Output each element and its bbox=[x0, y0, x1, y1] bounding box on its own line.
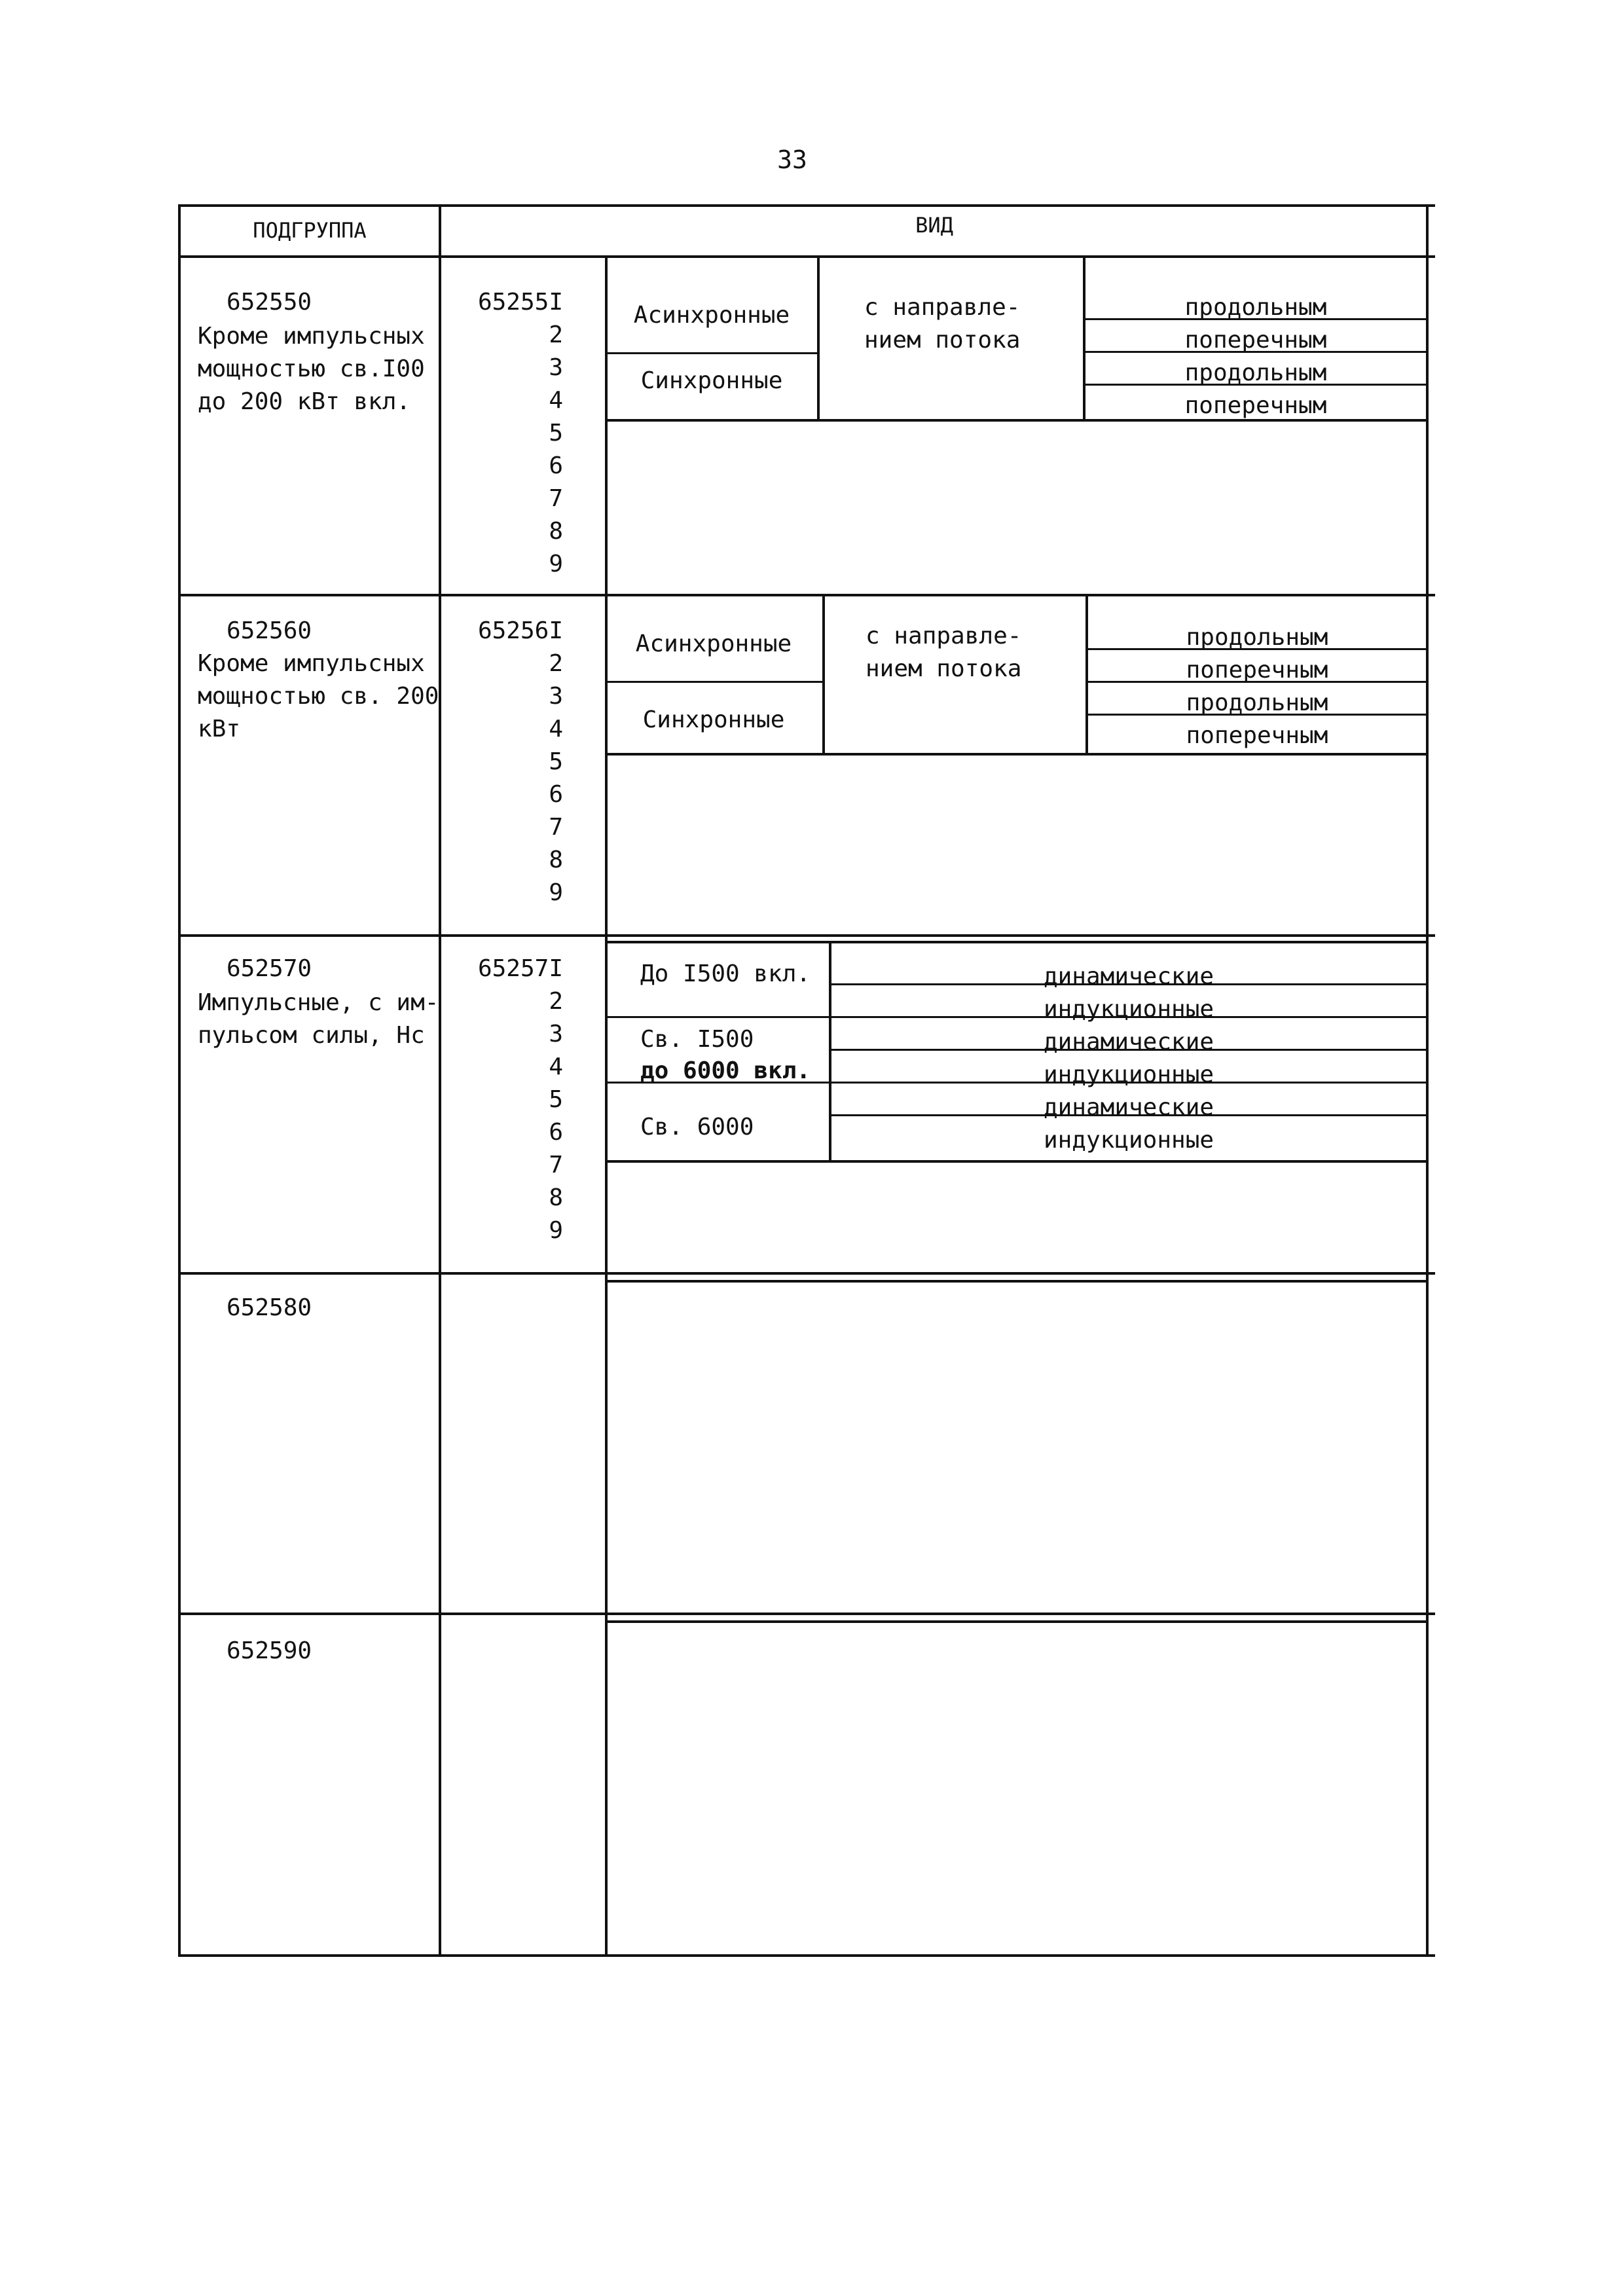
kind-code: 9 bbox=[549, 879, 563, 906]
kind-label: индукционные bbox=[1043, 996, 1214, 1023]
kind-code: 2 bbox=[549, 650, 563, 677]
kind-code: 8 bbox=[549, 847, 563, 873]
type-label: Синхронные bbox=[640, 367, 783, 394]
kind-code: 6 bbox=[549, 1119, 563, 1146]
flow-label: поперечным bbox=[1184, 327, 1327, 354]
kind-code: 65255I bbox=[477, 289, 563, 316]
kind-label: динамические bbox=[1043, 963, 1214, 990]
kind-code: 9 bbox=[549, 551, 563, 577]
flow-label: продольным bbox=[1186, 689, 1328, 716]
subgroup-desc-line: мощностью св. 200 bbox=[198, 683, 439, 710]
type-label: Асинхронные bbox=[635, 630, 792, 657]
kind-code: 4 bbox=[549, 1053, 563, 1080]
range-label: Св. 6000 bbox=[640, 1114, 754, 1140]
subgroup-code: 652570 bbox=[227, 955, 312, 982]
kind-code: 9 bbox=[549, 1217, 563, 1244]
kind-code: 6 bbox=[549, 781, 563, 808]
direction-label: нием потока bbox=[864, 327, 1021, 354]
kind-code: 4 bbox=[549, 716, 563, 742]
range-label: до 6000 вкл. bbox=[640, 1057, 811, 1084]
kind-code: 5 bbox=[549, 420, 563, 446]
direction-label: с направле- bbox=[864, 294, 1021, 321]
flow-label: поперечным bbox=[1186, 722, 1328, 749]
kind-code: 6 bbox=[549, 452, 563, 479]
header-kind: ВИД bbox=[915, 213, 953, 238]
kind-code: 3 bbox=[549, 683, 563, 710]
kind-code: 3 bbox=[549, 1021, 563, 1048]
kind-code: 2 bbox=[549, 988, 563, 1015]
kind-code: 7 bbox=[549, 1152, 563, 1178]
kind-code: 5 bbox=[549, 1086, 563, 1113]
kind-code: 7 bbox=[549, 485, 563, 512]
kind-code: 65256I bbox=[477, 617, 563, 644]
type-label: Асинхронные bbox=[633, 302, 790, 329]
subgroup-desc-line: кВт bbox=[198, 716, 241, 742]
kind-code: 5 bbox=[549, 748, 563, 775]
flow-label: поперечным bbox=[1186, 657, 1328, 683]
flow-label: продольным bbox=[1184, 294, 1327, 321]
type-label: Синхронные bbox=[642, 706, 785, 733]
flow-label: продольным bbox=[1184, 359, 1327, 386]
subgroup-code: 652550 bbox=[227, 289, 312, 316]
subgroup-desc-line: Кроме импульсных bbox=[198, 323, 425, 350]
kind-code: 8 bbox=[549, 518, 563, 545]
page-number: 33 bbox=[777, 145, 807, 174]
header-subgroup: ПОДГРУППА bbox=[253, 218, 367, 243]
kind-label: индукционные bbox=[1043, 1061, 1214, 1088]
range-label: До I500 вкл. bbox=[640, 960, 811, 987]
kind-code: 4 bbox=[549, 387, 563, 414]
direction-label: с направле- bbox=[866, 623, 1022, 649]
subgroup-desc-line: до 200 кВт вкл. bbox=[198, 388, 411, 415]
flow-label: поперечным bbox=[1184, 392, 1327, 419]
kind-code: 2 bbox=[549, 321, 563, 348]
kind-label: динамические bbox=[1043, 1094, 1214, 1121]
kind-code: 65257I bbox=[477, 955, 563, 982]
subgroup-desc-line: Кроме импульсных bbox=[198, 650, 425, 677]
kind-code: 8 bbox=[549, 1184, 563, 1211]
subgroup-code: 652560 bbox=[227, 617, 312, 644]
flow-label: продольным bbox=[1186, 624, 1328, 651]
kind-label: индукционные bbox=[1043, 1127, 1214, 1154]
subgroup-desc-line: Импульсные, с им- bbox=[198, 989, 439, 1016]
kind-code: 3 bbox=[549, 354, 563, 381]
subgroup-desc-line: пульсом силы, Нс bbox=[198, 1022, 425, 1049]
range-label: Св. I500 bbox=[640, 1026, 754, 1053]
kind-label: динамические bbox=[1043, 1029, 1214, 1055]
direction-label: нием потока bbox=[866, 655, 1022, 682]
kind-code: 7 bbox=[549, 814, 563, 841]
subgroup-code: 652580 bbox=[227, 1294, 312, 1321]
subgroup-code: 652590 bbox=[227, 1637, 312, 1664]
subgroup-desc-line: мощностью св.I00 bbox=[198, 355, 425, 382]
